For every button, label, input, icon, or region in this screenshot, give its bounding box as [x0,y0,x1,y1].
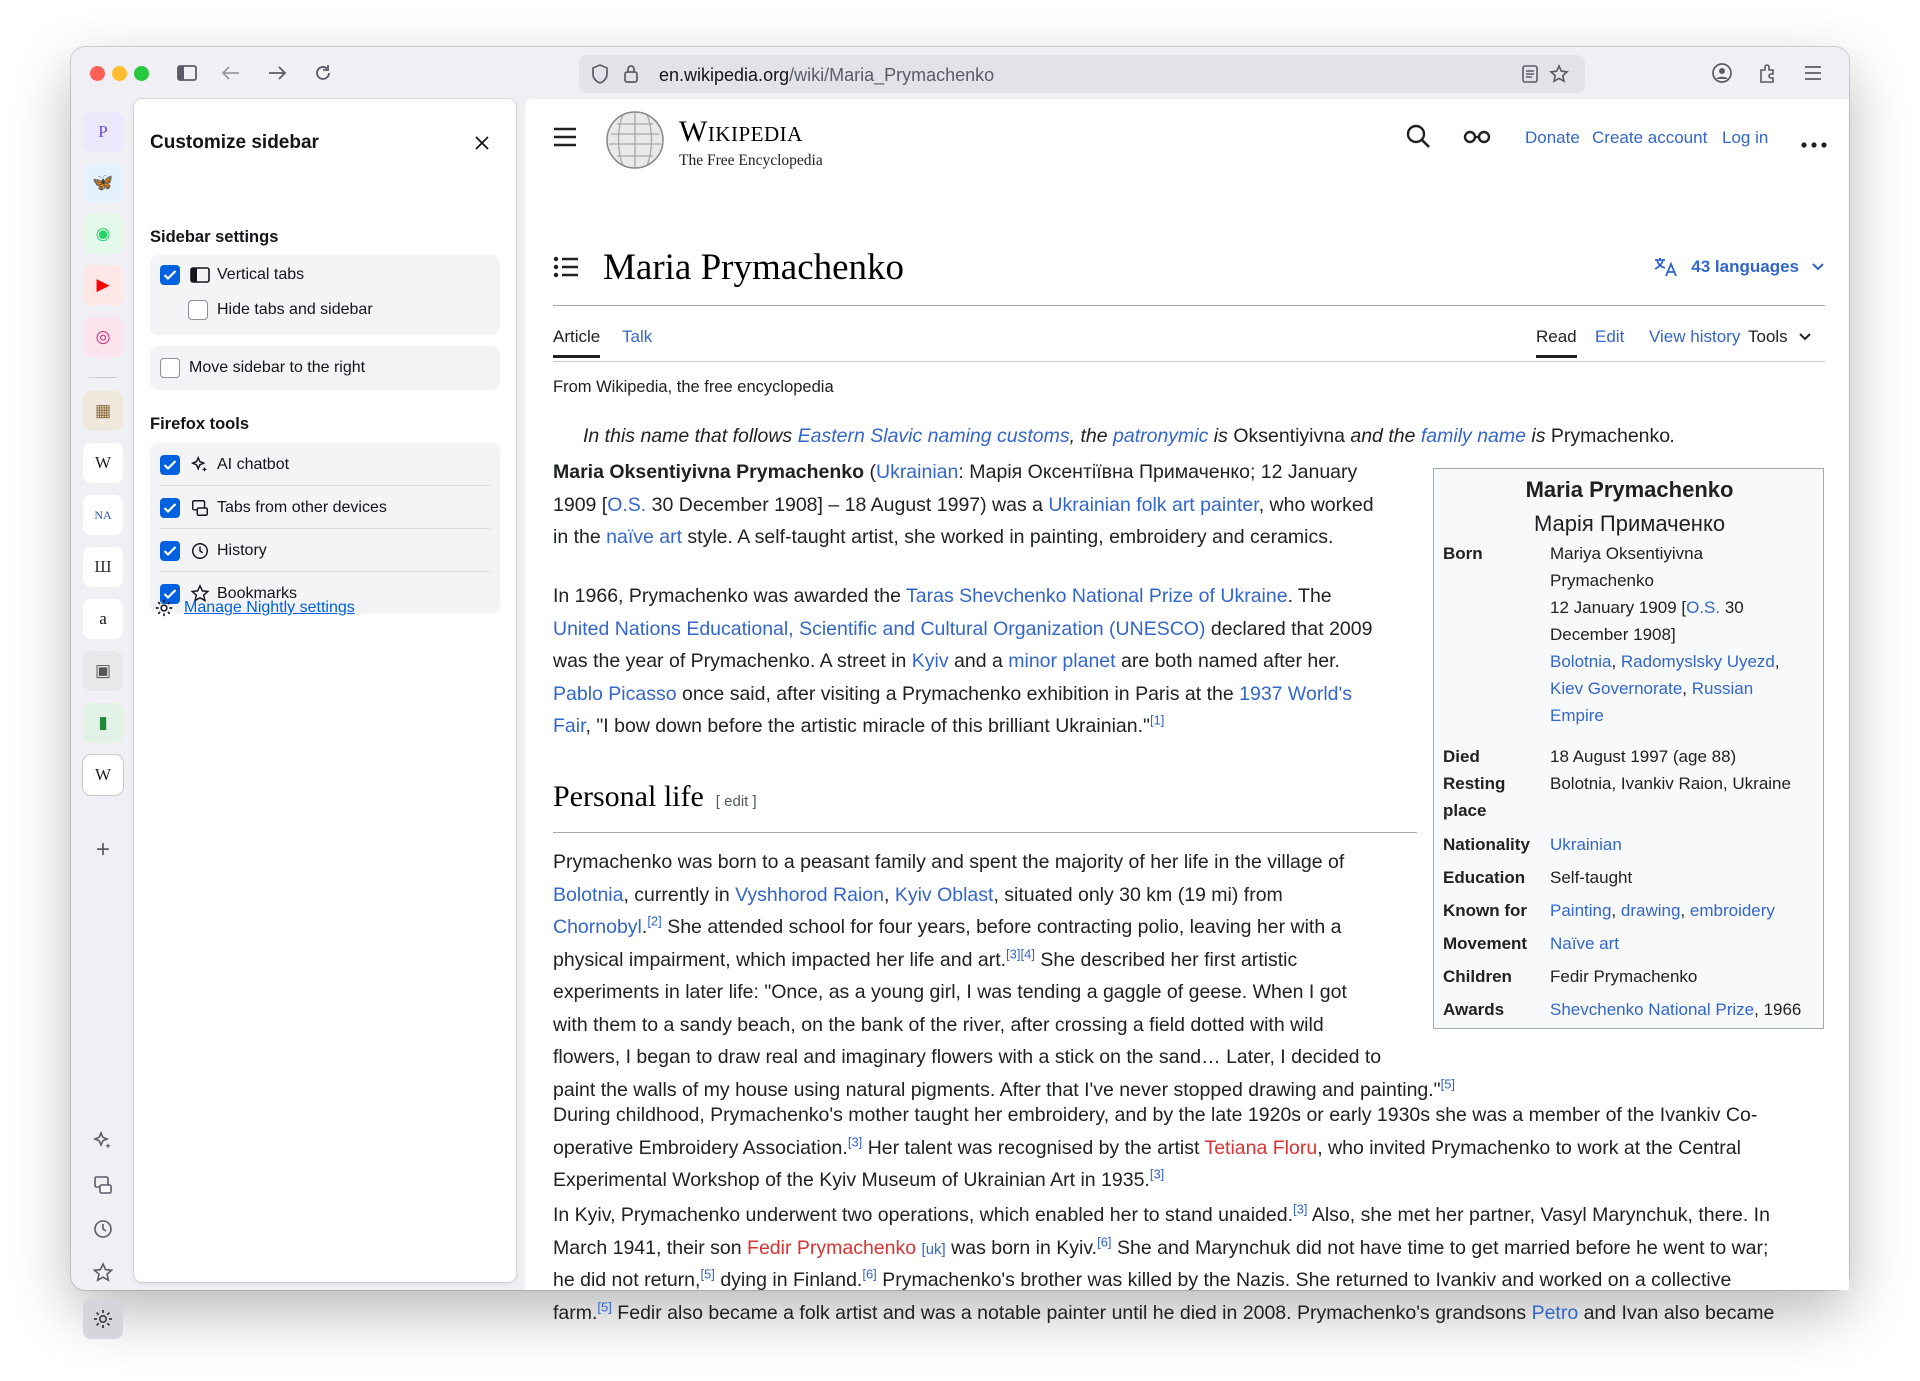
wikipedia-tab-icon[interactable]: W [83,443,123,483]
infobox-value-known-for [1550,897,1775,924]
appearance-glasses-icon[interactable] [1463,127,1491,150]
tabs-other-devices-checkbox[interactable] [160,498,180,518]
infobox-label-resting [1443,770,1505,824]
text: Experimental Workshop of the Kyiv Museum of Ukrainian Art in 1935. [553,1169,1150,1191]
paragraph-line [553,911,1455,944]
settings-gear-icon [154,598,174,618]
text: , who invited Prymachenko to work at the Central [1317,1136,1741,1159]
bolotnia-link[interactable]: Bolotnia [1550,652,1612,671]
tabs-other-devices-label: Tabs from other devices [217,499,387,516]
citation [1150,713,1164,728]
text: Also, she met her partner, Vasyl Marynchuk, there. In [1307,1204,1770,1226]
kyiv-paragraph [553,1199,1774,1329]
new-tab-icon[interactable]: + [95,836,110,863]
text: in the [553,526,607,548]
infobox-label-died: Died [1443,747,1480,766]
url-path: /wiki/Maria_Prymachenko [789,65,995,85]
hatnote-text: , the [1069,425,1114,447]
infobox-value-nationality[interactable]: Ukrainian [1550,835,1622,854]
media-tab-icon[interactable]: ▣ [83,651,123,691]
childhood-paragraph [553,1099,1757,1197]
main-menu-icon[interactable] [553,127,577,147]
paragraph-line [553,580,1372,613]
paragraph-line [553,1009,1455,1042]
text: In 1966, Prymachenko was awarded the [553,585,907,607]
text: , situated only 30 km (19 mi) from [993,883,1283,906]
infobox-native-name: Марія Примаченко [1533,511,1726,536]
wikipedia-tagline: The Free Encyclopedia [679,152,823,169]
russian-empire-link[interactable]: Russian [1691,679,1754,698]
site-subtitle: From Wikipedia, the free encyclopedia [553,378,834,396]
infobox-name: Maria Prymachenko [1525,477,1734,502]
citation [597,1299,611,1314]
tool-ai-chatbot[interactable] [160,452,289,478]
article-link[interactable]: Kyiv Oblast [894,883,994,906]
text: Prymachenko's brother was killed by the Nazis. She returned to Ivankiv and worked on a collective [876,1269,1732,1291]
infobox-value-education: Self-taught [1550,868,1633,887]
ai-chatbot-tool-icon[interactable] [87,1125,119,1157]
tool-history[interactable] [160,538,267,564]
more-options-icon[interactable] [1801,135,1827,153]
hatnote-link[interactable]: Eastern Slavic naming customs [797,425,1070,447]
article-link[interactable]: Vyshhorod Raion [735,883,884,906]
text: flowers, I began to draw real and imaginary flowers with a stick on the sand… Later, I decided to [553,1046,1382,1068]
search-icon[interactable] [1405,123,1431,154]
born-place-line [1550,702,1780,729]
citation [1293,1202,1307,1217]
personal-life-paragraph [553,846,1455,1106]
hide-tabs-label: Hide tabs and sidebar [217,301,373,318]
text: once said, after visiting a Prymachenko exhibition in Paris at the [676,682,1240,705]
move-sidebar-label: Move sidebar to the right [189,359,366,376]
youtube-icon[interactable]: ▶ [83,265,123,305]
terminal-tab-icon[interactable]: ▮ [83,703,123,743]
text: experiments in later life: "Once, as a young girl, I was tending a gaggle of geese. When I got [553,981,1347,1003]
close-window-button[interactable] [90,66,105,81]
article-link[interactable]: Chornobyl [553,916,642,938]
minimize-window-button[interactable] [112,66,127,81]
infobox-label-born: Born [1443,544,1483,563]
article-link[interactable]: United Nations Educational, Scientific and Cultural Organization (UNESCO) [553,617,1206,640]
hatnote-text: is [1208,425,1234,447]
vertical-tabs-icon [189,264,211,286]
paragraph-line [553,456,1374,489]
bluesky-icon[interactable]: 🦋 [83,163,123,203]
section-heading [553,780,1417,833]
reader-view-icon[interactable] [1521,64,1539,89]
history-tool-icon[interactable] [87,1213,119,1245]
russian-empire-link-cont[interactable]: Empire [1550,706,1604,725]
born-place-line [1550,648,1780,675]
born-place-sep: , [1774,652,1780,671]
citation [647,914,661,929]
section-title: Personal life [553,780,704,813]
citation-link[interactable]: [4] [1020,946,1035,961]
citation [1150,1167,1164,1182]
na-tab-icon[interactable]: NA [83,495,123,535]
tool-tabs-other-devices[interactable] [160,495,387,521]
languages-button[interactable] [1653,256,1825,278]
intro-paragraph [553,456,1374,554]
infobox-label-awards: Awards [1443,1000,1505,1019]
citation-link[interactable]: [6] [862,1266,877,1282]
forward-icon[interactable] [263,59,291,87]
paragraph-line [553,613,1372,646]
text: During childhood, Prymachenko's mother taught her embroidery, and by the late 1920s or early 1930s she was a member of the Ivankiv Co- [553,1104,1758,1126]
tools-label: Tools [1748,327,1788,346]
text: In Kyiv, Prymachenko underwent two operations, which enabled her to stand unaided. [553,1204,1294,1226]
hide-tabs-checkbox[interactable] [188,300,208,320]
text: declared that 2009 [1205,617,1373,640]
paragraph-line [553,678,1372,711]
article-link[interactable]: minor planet [1008,650,1116,672]
embroidery-link[interactable]: embroidery [1689,901,1775,920]
ii-tab-icon[interactable]: Ш [83,547,123,587]
history-checkbox[interactable] [160,541,180,561]
citation-link[interactable]: [3] [1006,946,1021,961]
citation [848,1134,862,1149]
infobox-label-education: Education [1443,868,1526,887]
born-place-sep: , [1682,679,1692,698]
lock-icon[interactable] [623,64,639,89]
citation-link[interactable]: [5] [1440,1076,1456,1091]
article-link[interactable]: Bolotnia [553,883,624,906]
text: 30 December 1908] – 18 August 1997) was a [646,493,1049,516]
tool-divider [160,528,490,529]
citation-link[interactable]: [6] [1097,1234,1112,1249]
infobox-value-children: Fedir Prymachenko [1550,967,1698,986]
born-place-sep: , [1611,652,1621,671]
hatnote-name: Prymachenko [1550,425,1671,447]
paragraph-line [553,521,1374,554]
wikipedia-wordmark[interactable]: Wikipedia [679,115,803,148]
wikipedia-globe-logo[interactable] [605,110,665,170]
article-link[interactable]: Kyiv [911,650,949,672]
text: are both named after her. [1115,650,1340,672]
citation-link[interactable]: [3] [1149,1166,1165,1182]
text: . [641,916,648,938]
infobox-value-resting: Bolotnia, Ivankiv Raion, Ukraine [1550,774,1791,793]
text: and a [948,650,1009,672]
paragraph-line [553,1232,1774,1265]
title-row [553,229,1825,306]
painting-link[interactable]: Painting [1550,901,1612,920]
history-label: History [217,542,267,559]
citation-link[interactable]: [3] [847,1134,863,1149]
text: paint the walls of my house using natural pigments. After that I've never stopped drawing and painting." [553,1078,1441,1101]
article-link[interactable]: Pablo Picasso [553,682,677,705]
born-place-line [1550,675,1780,702]
resting-label-line: Resting [1443,774,1506,793]
browser-toolbar [71,47,1849,99]
customize-sidebar-panel [134,99,516,1282]
paragraph-line [553,846,1455,879]
citation-link[interactable]: [2] [647,913,662,929]
text: , currently in [623,883,736,906]
chevron-down-icon [1811,262,1825,272]
move-sidebar-group [150,346,500,390]
account-icon[interactable] [1708,59,1736,87]
hatnote [583,425,1676,448]
citation [1097,1234,1111,1249]
sidebar-toggle-icon[interactable] [173,59,201,87]
ai-chatbot-checkbox[interactable] [160,455,180,475]
paragraph-line [553,489,1374,522]
url-text[interactable] [659,65,994,86]
web-content [525,99,1849,1324]
text: style. A self-taught artist, she worked in painting, embroidery and ceramics. [682,526,1334,548]
chevron-down-icon [1798,332,1812,342]
close-panel-button[interactable] [469,130,495,156]
text: March 1941, their son [553,1236,748,1259]
infobox-value-movement[interactable]: Naïve art [1550,934,1619,953]
browser-window [71,47,1849,1324]
create-account-link[interactable]: Create account [1592,128,1708,147]
missing-article-link[interactable]: Fedir Prymachenko [747,1236,917,1259]
citation-link[interactable]: [5] [597,1299,612,1314]
text: She attended school for four years, before contracting polio, leaving her with a [661,916,1342,938]
citation [1006,946,1020,961]
text: farm. [553,1301,598,1324]
paragraph-line [553,879,1455,912]
wikipedia-active-tab-icon[interactable]: W [83,755,123,795]
sidebar-icon-strip [71,99,134,1290]
text: and Ivan also became [1578,1301,1775,1324]
paragraph-line [553,976,1455,1009]
bookmarks-tool-icon[interactable] [87,1257,119,1289]
infobox-label-movement: Movement [1443,934,1528,953]
missing-article-link[interactable]: Tetiana Floru [1204,1136,1318,1159]
article-link[interactable]: Ukrainian folk art painter [1048,493,1259,516]
hatnote-text: and the [1344,425,1421,447]
text: was born in Kyiv. [945,1236,1098,1259]
text: : Марія Оксентіївна Примаченко; 12 January [958,461,1358,483]
text: She described her first artistic [1034,948,1298,971]
sidebar-settings-heading: Sidebar settings [150,228,279,246]
paragraph-line [553,1164,1757,1197]
radomyslsky-link[interactable]: Radomyslsky Uyezd [1620,652,1775,671]
text: with them to a sandy beach, on the bank of the river, after crossing a field dotted with wild [553,1013,1324,1036]
app-menu-icon[interactable] [1799,59,1827,87]
ai-chatbot-label: AI chatbot [217,456,290,473]
sidebar-settings-group [150,255,500,335]
back-icon[interactable] [217,59,245,87]
manage-settings-row [154,598,355,618]
citation [862,1267,876,1282]
paragraph-line [553,944,1455,977]
history-icon [189,540,211,562]
section-edit-link[interactable]: [ edit ] [715,793,757,810]
text: , [883,883,895,906]
hide-tabs-option[interactable] [188,297,373,323]
citation-link[interactable]: [5] [700,1266,715,1282]
bookmarks-label: Bookmarks [217,585,298,602]
infobox [1433,468,1824,1029]
resting-label-line: place [1443,801,1487,820]
born-date-text: 12 January 1909 [ [1550,598,1687,617]
text: he did not return, [553,1269,701,1291]
born-name-line: Mariya Oksentiyivna [1550,544,1704,563]
hatnote-text: In this name that follows [583,425,798,447]
bookmark-star-icon[interactable] [1549,64,1569,89]
infobox-value-awards [1550,996,1801,1023]
awards-paragraph [553,580,1372,743]
ai-chatbot-icon [189,454,211,476]
text: Prymachenko was born to a peasant family and spent the majority of her life in the village of [553,851,1345,873]
whatsapp-icon[interactable]: ◉ [83,214,123,254]
zoom-window-button[interactable] [134,66,149,81]
article-link[interactable]: 1937 World's [1239,682,1352,705]
citation [1021,946,1035,961]
strip-divider [89,377,117,378]
firefox-tools-group [150,443,500,613]
text: , "I bow down before the artistic miracle of this brilliant Ukrainian." [585,715,1150,737]
born-date-line [1550,594,1780,621]
born-name-line: Prymachenko [1550,571,1654,590]
text: dying in Finland. [714,1269,863,1291]
translate-icon [1653,256,1679,278]
hatnote-text: . [1670,425,1676,447]
citation [700,1267,714,1282]
synced-tabs-icon [189,497,211,519]
text: 1909 [ [553,493,608,516]
instagram-icon[interactable]: ◎ [83,317,123,357]
hatnote-text: is [1525,425,1551,447]
table-of-contents-icon[interactable] [553,256,579,278]
customize-sidebar-gear-icon[interactable] [83,1299,123,1339]
vertical-tabs-label: Vertical tabs [217,266,305,283]
url-bar[interactable] [579,55,1585,93]
manage-settings-link[interactable]: Manage Nightly settings [184,599,355,616]
paragraph-line [553,710,1372,743]
text: . The [1287,585,1332,607]
citation-link[interactable]: [3] [1293,1201,1308,1217]
page-title: Maria Prymachenko [603,247,905,288]
bold-text: Maria Oksentiyivna Prymachenko [553,461,865,483]
paragraph-line [553,1297,1774,1330]
firefox-tools-heading: Firefox tools [150,415,250,433]
tool-divider [160,485,490,486]
vertical-tabs-checkbox[interactable] [160,265,180,285]
infobox-value-died: 18 August 1997 (age 88) [1550,747,1737,766]
text: physical impairment, which impacted her life and art. [553,948,1007,971]
paragraph-line [553,1132,1757,1165]
tab-edit[interactable]: Edit [1595,327,1625,346]
drawing-link[interactable]: drawing [1620,901,1681,920]
url-domain: en.wikipedia.org [659,65,790,85]
panel-title: Customize sidebar [150,132,319,153]
citation-link[interactable]: [1] [1149,712,1165,728]
infobox-value-born [1550,540,1780,729]
article-link[interactable]: O.S. [607,493,647,516]
awards-year: , 1966 [1754,1000,1802,1019]
donate-link[interactable]: Donate [1525,128,1580,147]
page-tabs [553,315,1825,362]
known-sep: , [1680,901,1690,920]
tab-read[interactable]: Read [1536,327,1577,358]
infobox-label-children: Children [1443,967,1512,986]
article-link[interactable]: Fair [553,715,586,737]
article-link[interactable]: Petro [1531,1301,1579,1324]
paragraph-line [553,1041,1455,1074]
article-link[interactable]: Taras Shevchenko National Prize of Ukraine [906,585,1288,607]
wikipedia-header [525,99,1849,179]
tab-tools[interactable] [1748,327,1812,355]
text: She and Marynchuk did not have time to get married before he went to war; [1111,1236,1769,1259]
paragraph-line [553,1199,1774,1232]
article-link[interactable]: naïve art [606,526,683,548]
shevchenko-prize-link[interactable]: Shevchenko National Prize [1550,1000,1755,1019]
text: was the year of Prymachenko. A street in [553,650,912,672]
move-sidebar-checkbox[interactable] [160,358,180,378]
text: , who worked [1258,493,1374,516]
move-sidebar-option[interactable] [160,355,365,381]
pinned-p-icon[interactable]: P [83,112,123,152]
paragraph-line [553,1264,1774,1297]
close-icon [473,134,491,152]
hatnote-link[interactable]: family name [1420,425,1526,447]
tracking-shield-icon[interactable] [591,64,609,89]
tab-view-history[interactable]: View history [1649,327,1741,346]
log-in-link[interactable]: Log in [1722,128,1769,147]
text: operative Embroidery Association. [553,1136,848,1159]
extensions-icon[interactable] [1754,59,1782,87]
paragraph-line [553,1099,1757,1132]
infobox-label-nationality: Nationality [1443,835,1530,854]
hatnote-name: Oksentiyivna [1233,425,1345,447]
kiev-governorate-link[interactable]: Kiev Governorate [1550,679,1683,698]
photo-tab-icon[interactable]: ▦ [83,391,123,431]
born-os-link[interactable]: O.S. [1686,598,1721,617]
text: Fedir also became a folk artist and was a notable painter until he died in 2008. Prymachenko's grandsons [611,1301,1532,1324]
amazon-icon[interactable]: a [83,599,123,639]
reload-icon[interactable] [309,59,337,87]
article-link[interactable]: Ukrainian [875,461,959,483]
infobox-label-known-for: Known for [1443,901,1528,920]
languages-label: 43 languages [1691,257,1799,276]
hatnote-link[interactable]: patronymic [1113,425,1209,447]
tab-article[interactable]: Article [553,327,600,358]
known-sep: , [1611,901,1621,920]
text: Her talent was recognised by the artist [862,1136,1205,1159]
tool-divider [160,571,490,572]
paragraph-line [553,645,1372,678]
text: ( [864,461,876,483]
born-date-line: December 1908] [1550,625,1676,644]
synced-tabs-tool-icon[interactable] [87,1169,119,1201]
interlanguage-link[interactable]: [uk] [921,1240,946,1258]
tab-talk[interactable]: Talk [622,327,653,346]
born-date-text: 30 [1720,598,1744,617]
citation [1441,1076,1455,1091]
vertical-tabs-option[interactable] [160,262,304,288]
